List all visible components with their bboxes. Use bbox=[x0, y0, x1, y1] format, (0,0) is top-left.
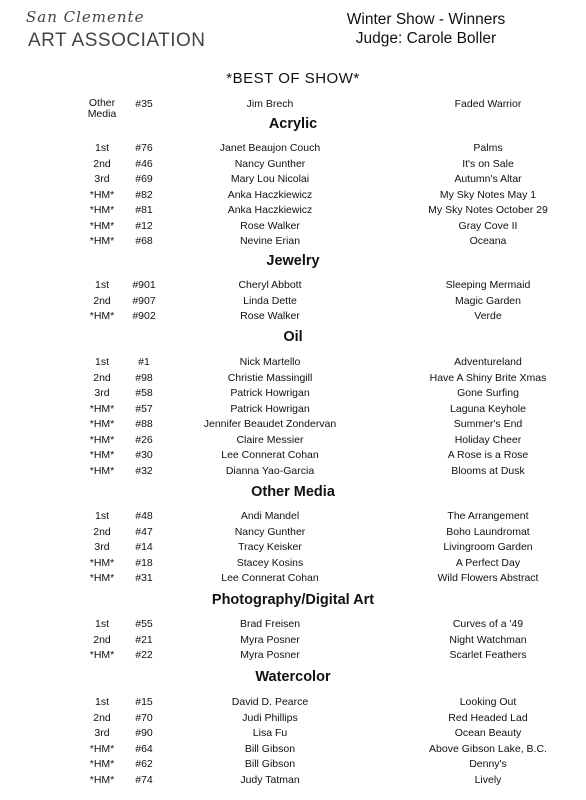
entry-row bbox=[0, 204, 586, 220]
entry-title: Livingroom Garden bbox=[443, 541, 533, 553]
entry-number: #35 bbox=[135, 98, 153, 110]
entry-title: Adventureland bbox=[454, 356, 522, 368]
entry-title: Boho Laundromat bbox=[446, 525, 530, 538]
entry-artist: David D. Pearce bbox=[231, 696, 309, 708]
entry-place: *HM* bbox=[89, 310, 115, 322]
entry-artist: Myra Posner bbox=[240, 649, 300, 661]
entry-row bbox=[0, 649, 586, 665]
entry-row bbox=[0, 418, 586, 434]
entry-place: 3rd bbox=[94, 541, 110, 553]
entry-place: *HM* bbox=[89, 433, 115, 446]
entry-title: Palms bbox=[473, 142, 503, 154]
entry-number: #47 bbox=[135, 525, 153, 538]
entry-place: 1st bbox=[94, 279, 109, 291]
entry-number: #21 bbox=[135, 633, 153, 646]
entry-number: #57 bbox=[135, 402, 153, 415]
entry-place: 2nd bbox=[93, 371, 111, 384]
entry-row bbox=[0, 510, 586, 526]
entry-title: Red Headed Lad bbox=[448, 711, 528, 724]
entry-number: #69 bbox=[135, 173, 153, 185]
entry-title: Denny's bbox=[469, 758, 507, 770]
entry-row bbox=[0, 295, 586, 311]
entry-number: #64 bbox=[135, 742, 153, 755]
entry-place: 3rd bbox=[94, 387, 110, 399]
entry-place: 3rd bbox=[94, 173, 110, 185]
entry-artist: Andi Mandel bbox=[240, 510, 300, 522]
entry-row bbox=[0, 743, 586, 759]
entry-row bbox=[0, 572, 586, 588]
entry-number: #12 bbox=[135, 219, 153, 232]
judge-name: Judge: Carole Boller bbox=[355, 30, 497, 47]
best-of-show-row bbox=[0, 97, 586, 120]
entry-number: #14 bbox=[135, 541, 153, 553]
entry-artist: Mary Lou Nicolai bbox=[230, 173, 310, 185]
entry-number: #22 bbox=[135, 649, 153, 661]
entry-place: 1st bbox=[94, 510, 109, 522]
section-heading-jewelry: Jewelry bbox=[266, 253, 320, 269]
entry-artist: Christie Massingill bbox=[227, 371, 313, 384]
entry-number: #26 bbox=[135, 433, 153, 446]
entry-place: 2nd bbox=[93, 525, 111, 538]
entry-artist: Jim Brech bbox=[246, 98, 294, 110]
entry-artist: Anka Haczkiewicz bbox=[227, 204, 313, 216]
entry-number: #81 bbox=[135, 204, 153, 216]
entry-place: 1st bbox=[94, 696, 109, 708]
entry-title: Blooms at Dusk bbox=[451, 464, 525, 477]
entry-artist: Dianna Yao-Garcia bbox=[225, 464, 315, 477]
entry-row bbox=[0, 727, 586, 743]
entry-artist: Rose Walker bbox=[240, 310, 300, 322]
entry-row bbox=[0, 618, 586, 634]
entry-title: Laguna Keyhole bbox=[450, 402, 526, 415]
entry-row bbox=[0, 465, 586, 481]
section-heading-watercolor: Watercolor bbox=[255, 669, 331, 685]
entry-title: My Sky Notes October 29 bbox=[428, 204, 548, 216]
entry-row bbox=[0, 774, 586, 790]
entry-row bbox=[0, 356, 586, 372]
entry-title: Wild Flowers Abstract bbox=[437, 572, 539, 584]
entry-artist: Patrick Howrigan bbox=[230, 402, 310, 415]
entry-place: *HM* bbox=[89, 773, 115, 786]
entry-title: Above Gibson Lake, B.C. bbox=[429, 742, 547, 755]
entry-place: *HM* bbox=[89, 418, 115, 430]
entry-title: Holiday Cheer bbox=[454, 433, 522, 446]
entry-row bbox=[0, 449, 586, 465]
entry-number: #31 bbox=[135, 572, 153, 584]
entry-title: A Rose is a Rose bbox=[447, 449, 529, 461]
entry-number: #88 bbox=[135, 418, 153, 430]
entry-place: *HM* bbox=[89, 235, 115, 247]
entry-title: The Arrangement bbox=[447, 510, 529, 522]
entry-row bbox=[0, 173, 586, 189]
entry-row bbox=[0, 372, 586, 388]
entry-artist: Linda Dette bbox=[243, 294, 297, 307]
entry-place: *HM* bbox=[89, 188, 115, 201]
entry-artist: Rose Walker bbox=[240, 219, 300, 232]
entry-number: #30 bbox=[135, 449, 153, 461]
entry-number: #82 bbox=[135, 188, 153, 201]
entry-artist: Janet Beaujon Couch bbox=[219, 142, 321, 154]
entry-artist: Tracy Keisker bbox=[238, 541, 302, 553]
entry-row bbox=[0, 526, 586, 542]
entry-number: #48 bbox=[135, 510, 153, 522]
entry-row bbox=[0, 557, 586, 573]
entry-title: Autumn's Altar bbox=[454, 173, 522, 185]
entry-number: #18 bbox=[135, 556, 153, 569]
entry-artist: Bill Gibson bbox=[244, 742, 296, 755]
entry-number: #55 bbox=[135, 618, 153, 630]
entry-row bbox=[0, 310, 586, 326]
entry-row bbox=[0, 634, 586, 650]
entry-artist: Stacey Kosins bbox=[236, 556, 304, 569]
entry-place: *HM* bbox=[89, 649, 115, 661]
entry-row bbox=[0, 541, 586, 557]
entry-row bbox=[0, 387, 586, 403]
entry-place: 2nd bbox=[93, 633, 111, 646]
entry-artist: Jennifer Beaudet Zondervan bbox=[203, 418, 337, 430]
entry-number: #70 bbox=[135, 711, 153, 724]
entry-artist: Lisa Fu bbox=[252, 727, 288, 739]
section-heading-acrylic: Acrylic bbox=[268, 116, 318, 132]
entry-number: #98 bbox=[135, 371, 153, 384]
best-of-show-title: *BEST OF SHOW* bbox=[226, 70, 360, 87]
entry-number: #32 bbox=[135, 464, 153, 477]
entry-artist: Nancy Gunther bbox=[234, 525, 306, 538]
entry-number: #74 bbox=[135, 773, 153, 786]
entry-artist: Lee Connerat Cohan bbox=[221, 572, 319, 584]
entry-number: #58 bbox=[135, 387, 153, 399]
entry-place: 3rd bbox=[94, 727, 110, 739]
entry-row bbox=[0, 220, 586, 236]
entry-place: *HM* bbox=[89, 742, 115, 755]
entry-place: *HM* bbox=[89, 758, 115, 770]
entry-row bbox=[0, 189, 586, 205]
entry-title: Faded Warrior bbox=[454, 98, 522, 110]
entry-artist: Claire Messier bbox=[236, 433, 304, 446]
entry-row bbox=[0, 403, 586, 419]
entry-place: *HM* bbox=[89, 402, 115, 415]
entry-title: Night Watchman bbox=[449, 633, 527, 646]
entry-artist: Nancy Gunther bbox=[234, 157, 306, 170]
entry-artist: Nick Martello bbox=[239, 356, 301, 368]
entry-row bbox=[0, 235, 586, 251]
entry-place: 1st bbox=[94, 618, 109, 630]
entry-title: It's on Sale bbox=[462, 157, 514, 170]
entry-row bbox=[0, 158, 586, 174]
entry-artist: Judi Phillips bbox=[242, 711, 298, 724]
logo-main-text: ART ASSOCIATION bbox=[28, 30, 206, 51]
entry-title: A Perfect Day bbox=[455, 556, 521, 569]
entry-title: Oceana bbox=[469, 235, 507, 247]
entry-artist: Myra Posner bbox=[240, 633, 300, 646]
entry-artist: Patrick Howrigan bbox=[230, 387, 310, 399]
show-title: Winter Show - Winners bbox=[346, 11, 506, 28]
entry-number: #90 bbox=[135, 727, 153, 739]
entry-title: My Sky Notes May 1 bbox=[439, 188, 537, 201]
entry-title: Have A Shiny Brite Xmas bbox=[429, 371, 547, 384]
entry-place: 1st bbox=[94, 142, 109, 154]
show-header bbox=[326, 10, 526, 48]
entry-place: 2nd bbox=[93, 711, 111, 724]
entry-artist: Brad Freisen bbox=[239, 618, 301, 630]
entry-artist: Lee Connerat Cohan bbox=[221, 449, 319, 461]
entry-place: *HM* bbox=[89, 464, 115, 477]
entry-number: #1 bbox=[138, 356, 150, 368]
entry-place: *HM* bbox=[89, 219, 115, 232]
entry-title: Looking Out bbox=[459, 696, 517, 708]
entry-title: Sleeping Mermaid bbox=[445, 279, 531, 291]
entry-number: #46 bbox=[135, 157, 153, 170]
entry-title: Summer's End bbox=[453, 418, 523, 430]
entry-number: #62 bbox=[135, 758, 153, 770]
section-heading-oil: Oil bbox=[283, 329, 303, 345]
entry-number: #901 bbox=[132, 279, 156, 291]
entry-place: Other Media bbox=[87, 97, 117, 120]
entry-number: #15 bbox=[135, 696, 153, 708]
entry-row bbox=[0, 142, 586, 158]
entry-artist: Bill Gibson bbox=[244, 758, 296, 770]
entry-place: *HM* bbox=[89, 204, 115, 216]
entry-artist: Anka Haczkiewicz bbox=[227, 188, 313, 201]
entry-row bbox=[0, 279, 586, 295]
entry-number: #68 bbox=[135, 235, 153, 247]
logo-script-text: San Clemente bbox=[26, 8, 145, 26]
entry-place: 2nd bbox=[93, 294, 111, 307]
entry-title: Lively bbox=[474, 773, 502, 786]
entry-title: Ocean Beauty bbox=[454, 727, 522, 739]
entry-artist: Nevine Erian bbox=[239, 235, 301, 247]
entry-place: *HM* bbox=[89, 556, 115, 569]
entry-title: Scarlet Feathers bbox=[449, 649, 527, 661]
entry-row bbox=[0, 758, 586, 774]
entry-place: 1st bbox=[94, 356, 109, 368]
section-heading-photography-digital-art: Photography/Digital Art bbox=[211, 592, 375, 608]
entry-title: Gray Cove II bbox=[458, 219, 518, 232]
entry-row bbox=[0, 696, 586, 712]
entry-title: Verde bbox=[474, 310, 502, 322]
entry-number: #76 bbox=[135, 142, 153, 154]
entry-number: #902 bbox=[132, 310, 156, 322]
entry-place: 2nd bbox=[93, 157, 111, 170]
entry-place: *HM* bbox=[89, 449, 115, 461]
entry-artist: Judy Tatman bbox=[240, 773, 300, 786]
entry-title: Gone Surfing bbox=[457, 387, 519, 399]
entry-row bbox=[0, 434, 586, 450]
entry-number: #907 bbox=[132, 294, 156, 307]
entry-place: *HM* bbox=[89, 572, 115, 584]
entry-row bbox=[0, 712, 586, 728]
entry-title: Curves of a '49 bbox=[452, 618, 524, 630]
entry-title: Magic Garden bbox=[455, 294, 521, 307]
association-logo bbox=[26, 8, 236, 58]
entry-artist: Cheryl Abbott bbox=[238, 279, 302, 291]
section-heading-other-media: Other Media bbox=[251, 484, 335, 500]
